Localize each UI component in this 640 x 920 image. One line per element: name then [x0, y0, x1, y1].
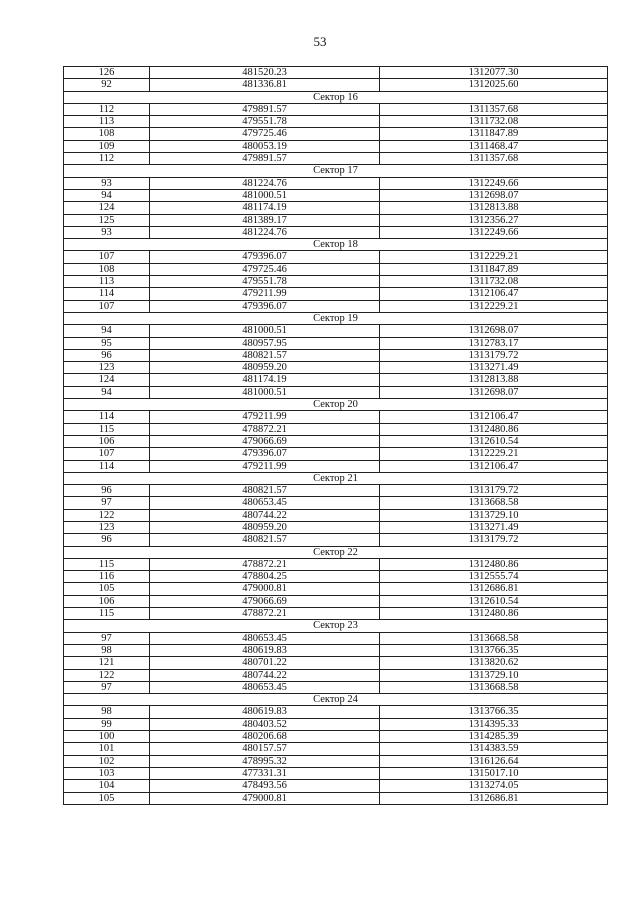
x-coordinate-cell: 478493.56	[150, 780, 380, 792]
x-coordinate-cell: 480821.57	[150, 349, 380, 361]
x-coordinate-cell: 479211.99	[150, 411, 380, 423]
point-number-cell: 105	[64, 792, 150, 804]
y-coordinate-cell: 1312249.66	[380, 177, 608, 189]
point-number-cell: 104	[64, 780, 150, 792]
x-coordinate-cell: 478995.32	[150, 755, 380, 767]
point-number-cell: 103	[64, 767, 150, 779]
x-coordinate-cell: 481174.19	[150, 374, 380, 386]
y-coordinate-cell: 1312480.86	[380, 423, 608, 435]
table-row	[64, 669, 608, 681]
y-coordinate-cell: 1312555.74	[380, 571, 608, 583]
y-coordinate-cell: 1313820.62	[380, 657, 608, 669]
y-coordinate-cell: 1313179.72	[380, 485, 608, 497]
y-coordinate-cell: 1313766.35	[380, 644, 608, 656]
table-row	[64, 103, 608, 115]
table-row	[64, 411, 608, 423]
x-coordinate-cell: 480744.22	[150, 669, 380, 681]
sector-title: Сектор 16	[64, 91, 608, 103]
point-number-cell: 112	[64, 153, 150, 165]
table-row	[64, 263, 608, 275]
x-coordinate-cell: 480653.45	[150, 497, 380, 509]
y-coordinate-cell: 1316126.64	[380, 755, 608, 767]
x-coordinate-cell: 479725.46	[150, 263, 380, 275]
x-coordinate-cell: 480957.95	[150, 337, 380, 349]
x-coordinate-cell: 480821.57	[150, 485, 380, 497]
x-coordinate-cell: 481000.51	[150, 325, 380, 337]
x-coordinate-cell: 479066.69	[150, 595, 380, 607]
table-row	[64, 657, 608, 669]
x-coordinate-cell: 481224.76	[150, 226, 380, 238]
table-row	[64, 460, 608, 472]
y-coordinate-cell: 1313766.35	[380, 706, 608, 718]
x-coordinate-cell: 479211.99	[150, 460, 380, 472]
point-number-cell: 124	[64, 202, 150, 214]
y-coordinate-cell: 1312249.66	[380, 226, 608, 238]
point-number-cell: 99	[64, 718, 150, 730]
x-coordinate-cell: 479891.57	[150, 103, 380, 115]
y-coordinate-cell: 1311357.68	[380, 103, 608, 115]
x-coordinate-cell: 481000.51	[150, 189, 380, 201]
y-coordinate-cell: 1313668.58	[380, 632, 608, 644]
point-number-cell: 114	[64, 460, 150, 472]
y-coordinate-cell: 1312106.47	[380, 411, 608, 423]
y-coordinate-cell: 1313274.05	[380, 780, 608, 792]
point-number-cell: 115	[64, 558, 150, 570]
table-row	[64, 288, 608, 300]
point-number-cell: 106	[64, 595, 150, 607]
x-coordinate-cell: 479396.07	[150, 251, 380, 263]
table-row	[64, 251, 608, 263]
point-number-cell: 112	[64, 103, 150, 115]
point-number-cell: 97	[64, 681, 150, 693]
point-number-cell: 109	[64, 140, 150, 152]
y-coordinate-cell: 1313729.10	[380, 509, 608, 521]
point-number-cell: 98	[64, 644, 150, 656]
y-coordinate-cell: 1312686.81	[380, 583, 608, 595]
x-coordinate-cell: 480619.83	[150, 644, 380, 656]
x-coordinate-cell: 479725.46	[150, 128, 380, 140]
point-number-cell: 113	[64, 116, 150, 128]
table-row	[64, 767, 608, 779]
table-row	[64, 116, 608, 128]
sector-title: Сектор 17	[64, 165, 608, 177]
table-row	[64, 608, 608, 620]
table-row	[64, 571, 608, 583]
point-number-cell: 115	[64, 423, 150, 435]
y-coordinate-cell: 1313729.10	[380, 669, 608, 681]
x-coordinate-cell: 480206.68	[150, 731, 380, 743]
x-coordinate-cell: 480701.22	[150, 657, 380, 669]
x-coordinate-cell: 479211.99	[150, 288, 380, 300]
x-coordinate-cell: 481174.19	[150, 202, 380, 214]
point-number-cell: 93	[64, 177, 150, 189]
y-coordinate-cell: 1312480.86	[380, 558, 608, 570]
point-number-cell: 94	[64, 189, 150, 201]
y-coordinate-cell: 1312686.81	[380, 792, 608, 804]
point-number-cell: 96	[64, 534, 150, 546]
point-number-cell: 108	[64, 263, 150, 275]
sector-title: Сектор 22	[64, 546, 608, 558]
table-row	[64, 374, 608, 386]
x-coordinate-cell: 480157.57	[150, 743, 380, 755]
table-row	[64, 497, 608, 509]
table-row	[64, 534, 608, 546]
table-row	[64, 349, 608, 361]
table-row	[64, 423, 608, 435]
y-coordinate-cell: 1312106.47	[380, 460, 608, 472]
table-row	[64, 792, 608, 804]
point-number-cell: 97	[64, 497, 150, 509]
point-number-cell: 113	[64, 276, 150, 288]
y-coordinate-cell: 1312356.27	[380, 214, 608, 226]
y-coordinate-cell: 1314285.39	[380, 731, 608, 743]
y-coordinate-cell: 1312813.88	[380, 374, 608, 386]
table-row	[64, 337, 608, 349]
point-number-cell: 92	[64, 79, 150, 91]
sector-title: Сектор 20	[64, 399, 608, 411]
sector-title: Сектор 19	[64, 312, 608, 324]
y-coordinate-cell: 1311732.08	[380, 276, 608, 288]
point-number-cell: 124	[64, 374, 150, 386]
x-coordinate-cell: 478872.21	[150, 608, 380, 620]
y-coordinate-cell: 1313668.58	[380, 681, 608, 693]
point-number-cell: 125	[64, 214, 150, 226]
point-number-cell: 121	[64, 657, 150, 669]
point-number-cell: 105	[64, 583, 150, 595]
x-coordinate-cell: 478872.21	[150, 558, 380, 570]
point-number-cell: 122	[64, 669, 150, 681]
table-row	[64, 718, 608, 730]
table-row	[64, 558, 608, 570]
coordinates-table-body	[64, 67, 608, 805]
x-coordinate-cell: 481224.76	[150, 177, 380, 189]
y-coordinate-cell: 1313668.58	[380, 497, 608, 509]
y-coordinate-cell: 1311357.68	[380, 153, 608, 165]
point-number-cell: 123	[64, 362, 150, 374]
table-row	[64, 632, 608, 644]
x-coordinate-cell: 479396.07	[150, 300, 380, 312]
x-coordinate-cell: 480653.45	[150, 681, 380, 693]
sector-header-row	[64, 165, 608, 177]
point-number-cell: 114	[64, 288, 150, 300]
sector-header-row	[64, 91, 608, 103]
y-coordinate-cell: 1314395.33	[380, 718, 608, 730]
y-coordinate-cell: 1312783.17	[380, 337, 608, 349]
x-coordinate-cell: 479066.69	[150, 435, 380, 447]
y-coordinate-cell: 1313271.49	[380, 521, 608, 533]
table-row	[64, 189, 608, 201]
y-coordinate-cell: 1312698.07	[380, 189, 608, 201]
table-row	[64, 386, 608, 398]
x-coordinate-cell: 480959.20	[150, 521, 380, 533]
point-number-cell: 122	[64, 509, 150, 521]
sector-header-row	[64, 312, 608, 324]
y-coordinate-cell: 1313179.72	[380, 534, 608, 546]
y-coordinate-cell: 1312229.21	[380, 300, 608, 312]
y-coordinate-cell: 1312106.47	[380, 288, 608, 300]
point-number-cell: 96	[64, 485, 150, 497]
table-row	[64, 67, 608, 79]
y-coordinate-cell: 1313271.49	[380, 362, 608, 374]
table-row	[64, 202, 608, 214]
point-number-cell: 106	[64, 435, 150, 447]
point-number-cell: 107	[64, 448, 150, 460]
x-coordinate-cell: 477331.31	[150, 767, 380, 779]
point-number-cell: 98	[64, 706, 150, 718]
y-coordinate-cell: 1314383.59	[380, 743, 608, 755]
x-coordinate-cell: 479000.81	[150, 583, 380, 595]
y-coordinate-cell: 1313179.72	[380, 349, 608, 361]
y-coordinate-cell: 1311847.89	[380, 128, 608, 140]
table-row	[64, 435, 608, 447]
y-coordinate-cell: 1312229.21	[380, 251, 608, 263]
sector-title: Сектор 21	[64, 472, 608, 484]
y-coordinate-cell: 1312025.60	[380, 79, 608, 91]
sector-header-row	[64, 546, 608, 558]
point-number-cell: 114	[64, 411, 150, 423]
y-coordinate-cell: 1311732.08	[380, 116, 608, 128]
x-coordinate-cell: 479551.78	[150, 276, 380, 288]
page-number: 53	[313, 34, 327, 49]
x-coordinate-cell: 479396.07	[150, 448, 380, 460]
sector-header-row	[64, 239, 608, 251]
point-number-cell: 107	[64, 300, 150, 312]
point-number-cell: 97	[64, 632, 150, 644]
sector-title: Сектор 18	[64, 239, 608, 251]
y-coordinate-cell: 1312610.54	[380, 595, 608, 607]
x-coordinate-cell: 479000.81	[150, 792, 380, 804]
x-coordinate-cell: 480403.52	[150, 718, 380, 730]
x-coordinate-cell: 481389.17	[150, 214, 380, 226]
sector-title: Сектор 24	[64, 694, 608, 706]
y-coordinate-cell: 1312698.07	[380, 325, 608, 337]
x-coordinate-cell: 481000.51	[150, 386, 380, 398]
table-row	[64, 743, 608, 755]
table-row	[64, 448, 608, 460]
x-coordinate-cell: 480653.45	[150, 632, 380, 644]
sector-header-row	[64, 694, 608, 706]
y-coordinate-cell: 1312698.07	[380, 386, 608, 398]
y-coordinate-cell: 1315017.10	[380, 767, 608, 779]
table-row	[64, 780, 608, 792]
table-row	[64, 362, 608, 374]
y-coordinate-cell: 1311468.47	[380, 140, 608, 152]
point-number-cell: 108	[64, 128, 150, 140]
point-number-cell: 94	[64, 325, 150, 337]
table-row	[64, 177, 608, 189]
sector-title: Сектор 23	[64, 620, 608, 632]
y-coordinate-cell: 1312229.21	[380, 448, 608, 460]
table-row	[64, 325, 608, 337]
table-row	[64, 706, 608, 718]
point-number-cell: 94	[64, 386, 150, 398]
point-number-cell: 100	[64, 731, 150, 743]
x-coordinate-cell: 479551.78	[150, 116, 380, 128]
y-coordinate-cell: 1312610.54	[380, 435, 608, 447]
table-row	[64, 731, 608, 743]
y-coordinate-cell: 1312077.30	[380, 67, 608, 79]
table-row	[64, 79, 608, 91]
sector-header-row	[64, 472, 608, 484]
table-row	[64, 214, 608, 226]
point-number-cell: 101	[64, 743, 150, 755]
x-coordinate-cell: 478804.25	[150, 571, 380, 583]
table-row	[64, 140, 608, 152]
y-coordinate-cell: 1312480.86	[380, 608, 608, 620]
x-coordinate-cell: 479891.57	[150, 153, 380, 165]
sector-header-row	[64, 620, 608, 632]
table-row	[64, 276, 608, 288]
table-row	[64, 485, 608, 497]
x-coordinate-cell: 480619.83	[150, 706, 380, 718]
point-number-cell: 126	[64, 67, 150, 79]
y-coordinate-cell: 1311847.89	[380, 263, 608, 275]
point-number-cell: 96	[64, 349, 150, 361]
point-number-cell: 116	[64, 571, 150, 583]
table-row	[64, 153, 608, 165]
x-coordinate-cell: 478872.21	[150, 423, 380, 435]
table-row	[64, 226, 608, 238]
x-coordinate-cell: 480959.20	[150, 362, 380, 374]
x-coordinate-cell: 480821.57	[150, 534, 380, 546]
table-row	[64, 755, 608, 767]
point-number-cell: 107	[64, 251, 150, 263]
point-number-cell: 115	[64, 608, 150, 620]
point-number-cell: 93	[64, 226, 150, 238]
table-row	[64, 595, 608, 607]
y-coordinate-cell: 1312813.88	[380, 202, 608, 214]
table-row	[64, 583, 608, 595]
table-row	[64, 521, 608, 533]
table-row	[64, 509, 608, 521]
coordinates-table	[63, 66, 608, 805]
x-coordinate-cell: 480744.22	[150, 509, 380, 521]
table-row	[64, 128, 608, 140]
table-row	[64, 644, 608, 656]
point-number-cell: 95	[64, 337, 150, 349]
x-coordinate-cell: 481520.23	[150, 67, 380, 79]
table-row	[64, 681, 608, 693]
x-coordinate-cell: 481336.81	[150, 79, 380, 91]
x-coordinate-cell: 480053.19	[150, 140, 380, 152]
sector-header-row	[64, 399, 608, 411]
table-row	[64, 300, 608, 312]
point-number-cell: 102	[64, 755, 150, 767]
point-number-cell: 123	[64, 521, 150, 533]
